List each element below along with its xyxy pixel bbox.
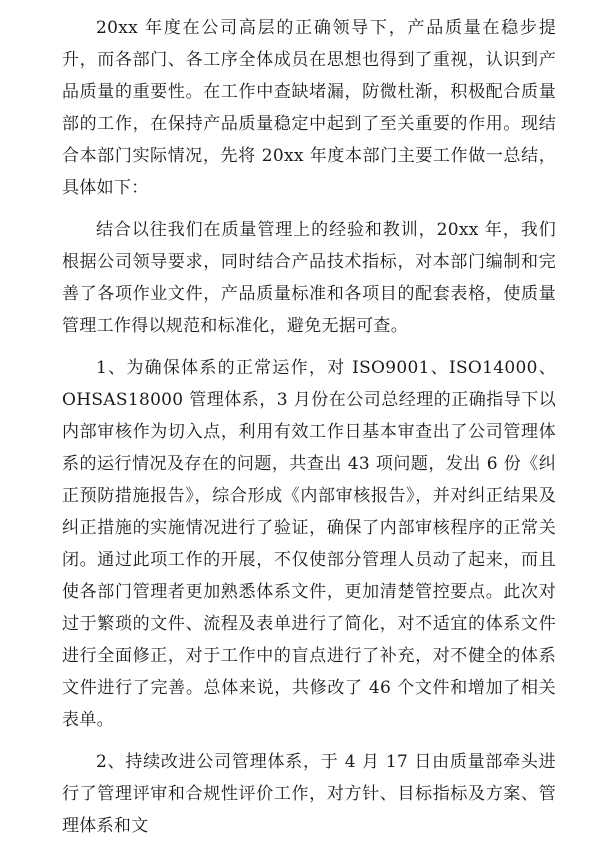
paragraph-item-1: 1、为确保体系的正常运作，对 ISO9001、ISO14000、OHSAS18000 管理体系，3 月份在公司总经理的正确指导下以内部审核作为切入点，利用有效工作日基本审查出了公司管理体系的运行情况及存在的问题，共查出 43 项问题，发出 6 份《纠正预防措施报告》，综合形成《内部审核报告》，并对纠正结果及纠正措施的实施情况进行了验证，确保了内部审核程序的正常关闭。通过此项工作的开展，不仅使部分管理人员动了起来，而且使各部门管理者更加熟悉体系文件，更加清楚管控要点。此次对过于繁琐的文件、流程及表单进行了简化，对不适宜的体系文件进行全面修正，对于工作中的盲点进行了补充，对不健全的体系文件进行了完善。总体来说，共修改了 46 个文件和增加了相关表单。 xyxy=(62,358,556,730)
paragraph-experience: 结合以往我们在质量管理上的经验和教训，20xx 年，我们根据公司领导要求，同时结合产品技术指标，对本部门编制和完善了各项作业文件，产品质量标准和各项目的配套表格，使质量管理工作得以规范和标准化，避免无据可查。 xyxy=(62,220,556,336)
paragraph-item-2: 2、持续改进公司管理体系，于 4 月 17 日由质量部牵头进行了管理评审和合规性评价工作，对方针、目标指标及方案、管理体系和文 xyxy=(62,752,556,836)
paragraph-intro: 20xx 年度在公司高层的正确领导下，产品质量在稳步提升，而各部门、各工序全体成员在思想也得到了重视，认识到产品质量的重要性。在工作中查缺堵漏，防微杜渐，积极配合质量部的工作，在保持产品质量稳定中起到了至关重要的作用。现结合本部门实际情况，先将 20xx 年度本部门主要工作做一总结，具体如下： xyxy=(62,18,556,198)
